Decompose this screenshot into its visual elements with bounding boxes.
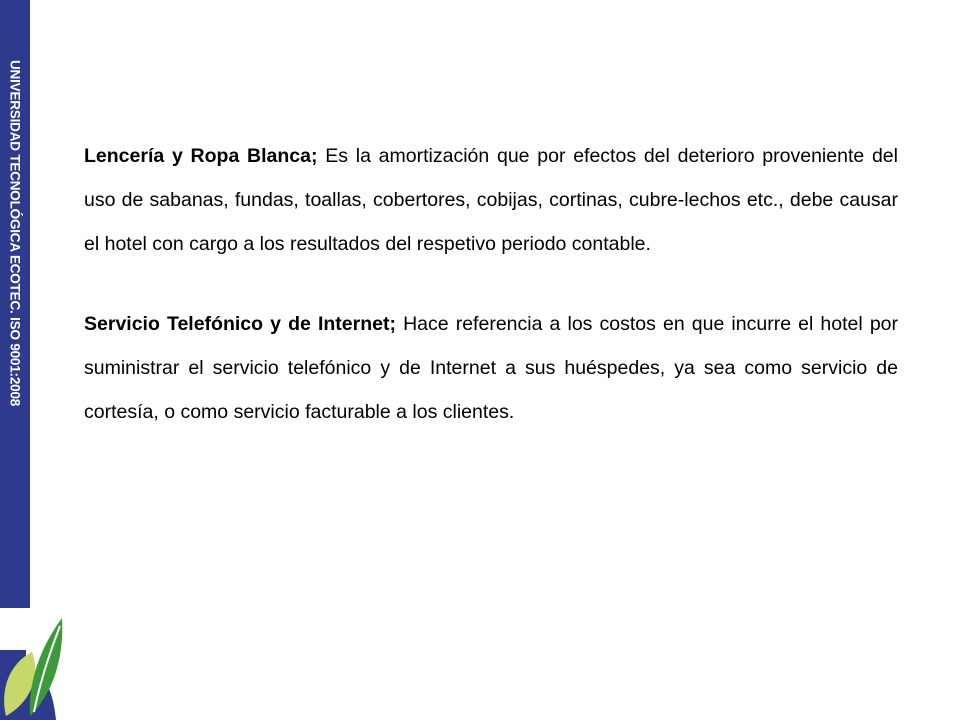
side-banner bbox=[0, 0, 30, 608]
paragraph-phone-internet bbox=[84, 302, 898, 434]
content-body bbox=[84, 134, 898, 470]
leaf-logo-icon bbox=[0, 612, 66, 720]
term-phone-internet: Servicio Telefónico y de Internet; bbox=[84, 313, 396, 335]
text-phone-internet: Hace referencia a los costos en que incurre el hotel por suministrar el servicio telefónico y de Internet a sus huéspedes, ya sea como servicio de cortesía, o como servicio facturable a los clientes. bbox=[84, 313, 899, 423]
university-name: UNIVERSIDAD TECNOLÓGICA ECOTEC. ISO 9001:2008 bbox=[7, 60, 23, 407]
term-linen: Lencería y Ropa Blanca; bbox=[84, 145, 318, 167]
text-linen: Es la amortización que por efectos del deterioro proveniente del uso de sabanas, fundas, toallas, cobertores, cobijas, cortinas, cubre-lechos etc., debe causar el hotel con cargo a los resultados del respetivo periodo contable. bbox=[84, 145, 898, 255]
paragraph-linen bbox=[84, 134, 898, 266]
